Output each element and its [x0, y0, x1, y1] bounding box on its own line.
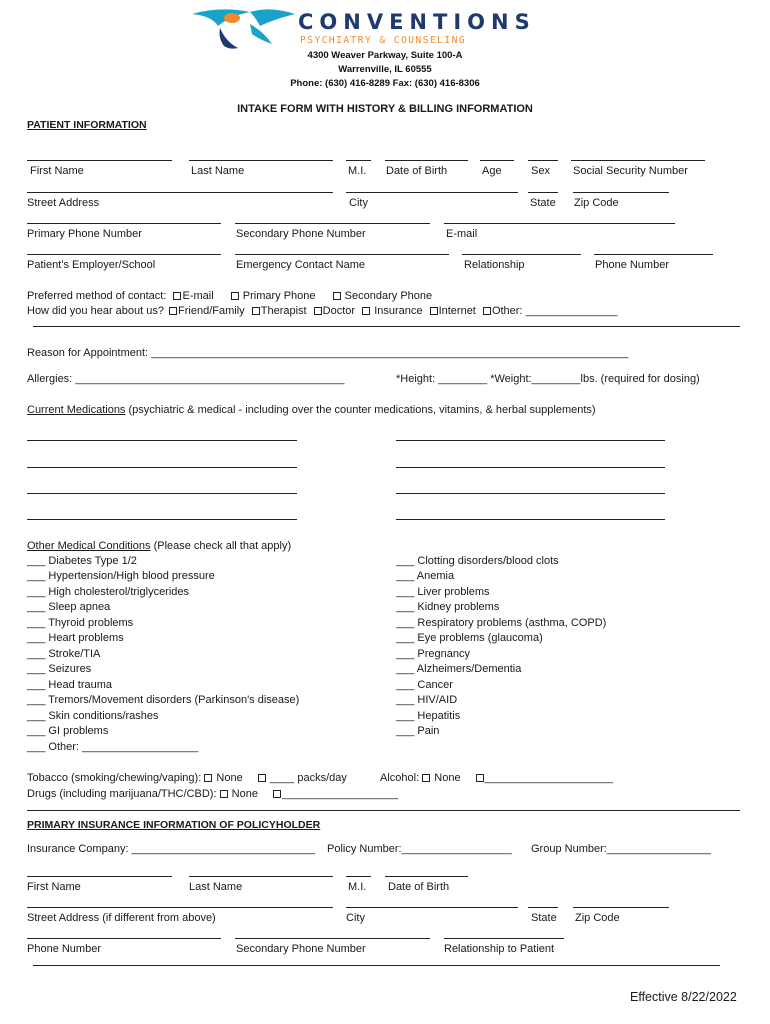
primary-phone-label: Primary Phone Number: [27, 228, 142, 240]
condition-item[interactable]: ___ Respiratory problems (asthma, COPD): [396, 617, 607, 629]
insurance-checkbox[interactable]: [362, 307, 370, 315]
medication-line[interactable]: [396, 467, 665, 468]
sex-label: Sex: [531, 165, 550, 177]
emergency-contact-field[interactable]: [235, 254, 449, 255]
insurance-label: Insurance: [374, 305, 423, 317]
medications-heading: Current Medications: [27, 404, 126, 416]
mi-label: M.I.: [348, 165, 367, 177]
ins-phone-field[interactable]: [27, 938, 221, 939]
therapist-checkbox[interactable]: [252, 307, 260, 315]
secondary-phone-field[interactable]: [235, 223, 430, 224]
zip-label: Zip Code: [574, 197, 619, 209]
condition-item[interactable]: ___ Pain: [396, 725, 440, 737]
state-field[interactable]: [528, 192, 558, 193]
therapist-label: Therapist: [260, 305, 307, 317]
employer-label: Patient’s Employer/School: [27, 259, 156, 271]
ins-relationship-label: Relationship to Patient: [444, 943, 555, 955]
condition-item[interactable]: ___ Eye problems (glaucoma): [396, 632, 543, 644]
employer-field[interactable]: [27, 254, 221, 255]
secondary-phone-option-label: Secondary Phone: [344, 290, 433, 302]
ins-state-field[interactable]: [528, 907, 558, 908]
condition-item[interactable]: ___ Thyroid problems: [27, 617, 134, 629]
conditions-note: (Please check all that apply): [150, 540, 292, 552]
tobacco-packs-field[interactable]: ____ packs/day: [269, 772, 347, 784]
alcohol-other-checkbox[interactable]: [476, 774, 484, 782]
medications-heading-row: [27, 404, 596, 417]
sex-field[interactable]: [528, 160, 558, 161]
medication-line[interactable]: [396, 493, 665, 494]
drugs-label: Drugs (including marijuana/THC/CBD):: [27, 788, 217, 800]
tobacco-none-checkbox[interactable]: [204, 774, 212, 782]
condition-item[interactable]: ___ High cholesterol/triglycerides: [27, 586, 190, 598]
email-field[interactable]: [444, 223, 675, 224]
condition-item[interactable]: ___ Pregnancy: [396, 648, 470, 660]
alcohol-none-label: None: [434, 772, 461, 784]
condition-item[interactable]: ___ Kidney problems: [396, 601, 500, 613]
section-divider: [33, 326, 740, 327]
tobacco-packs-checkbox[interactable]: [258, 774, 266, 782]
medication-line[interactable]: [27, 493, 297, 494]
relationship-label: Relationship: [464, 259, 525, 271]
medications-note: (psychiatric & medical - including over the counter medications, vitamins, & herbal supplements): [125, 404, 596, 416]
other-checkbox[interactable]: [483, 307, 491, 315]
drugs-none-label: None: [231, 788, 258, 800]
condition-item[interactable]: ___ Hypertension/High blood pressure: [27, 570, 215, 582]
condition-item[interactable]: ___ Stroke/TIA: [27, 648, 101, 660]
street-field[interactable]: [27, 192, 333, 193]
form-title: INTAKE FORM WITH HISTORY & BILLING INFORMATION: [237, 103, 533, 115]
primary-phone-option-label: Primary Phone: [242, 290, 316, 302]
city-field[interactable]: [346, 192, 518, 193]
doctor-checkbox[interactable]: [314, 307, 322, 315]
condition-item[interactable]: ___ GI problems: [27, 725, 109, 737]
last-name-field[interactable]: [189, 160, 333, 161]
ins-secondary-phone-label: Secondary Phone Number: [236, 943, 366, 955]
condition-item[interactable]: ___ Anemia: [396, 570, 455, 582]
internet-label: Internet: [438, 305, 476, 317]
ins-street-field[interactable]: [27, 907, 333, 908]
first-name-label: First Name: [30, 165, 84, 177]
other-label: Other:: [491, 305, 523, 317]
condition-item[interactable]: ___ Other: ___________________: [27, 741, 199, 753]
dob-label: Date of Birth: [386, 165, 448, 177]
section-divider: [27, 810, 740, 811]
patient-info-heading: PATIENT INFORMATION: [27, 119, 147, 131]
ins-mi-label: M.I.: [348, 881, 367, 893]
alcohol-label: Alcohol:: [380, 772, 420, 784]
zip-field[interactable]: [573, 192, 669, 193]
logo-emblem-icon: [190, 4, 300, 54]
city-label: City: [349, 197, 368, 209]
condition-item[interactable]: ___ HIV/AID: [396, 694, 458, 706]
referral-source-row: [27, 305, 617, 318]
condition-item[interactable]: ___ Cancer: [396, 679, 453, 691]
preferred-contact-label: Preferred method of contact:: [27, 290, 167, 302]
doctor-label: Doctor: [322, 305, 356, 317]
ins-zip-field[interactable]: [573, 907, 669, 908]
secondary-phone-label: Secondary Phone Number: [236, 228, 366, 240]
ins-last-name-field[interactable]: [189, 876, 333, 877]
group-number-field[interactable]: Group Number:_________________: [531, 843, 711, 855]
friend-family-checkbox[interactable]: [169, 307, 177, 315]
phone-number-label: Phone Number: [595, 259, 669, 271]
email-label: E-mail: [446, 228, 478, 240]
condition-item[interactable]: ___ Clotting disorders/blood clots: [396, 555, 559, 567]
medication-line[interactable]: [27, 519, 297, 520]
emergency-phone-field[interactable]: [594, 254, 713, 255]
primary-phone-checkbox[interactable]: [231, 292, 239, 300]
condition-item[interactable]: ___ Heart problems: [27, 632, 124, 644]
condition-item[interactable]: ___ Head trauma: [27, 679, 112, 691]
policy-number-field[interactable]: Policy Number:__________________: [327, 843, 512, 855]
logo-tagline: PSYCHIATRY & COUNSELING: [300, 35, 467, 46]
ins-last-name-label: Last Name: [189, 881, 243, 893]
height-weight-field[interactable]: *Height: ________ *Weight:________lbs. (required for dosing): [396, 373, 700, 385]
street-label: Street Address: [27, 197, 100, 209]
effective-date: Effective 8/22/2022: [630, 990, 737, 1004]
ssn-label: Social Security Number: [573, 165, 688, 177]
ins-dob-label: Date of Birth: [388, 881, 450, 893]
ins-state-label: State: [531, 912, 557, 924]
address-line-2: Warrenville, IL 60555: [338, 64, 432, 75]
relationship-field[interactable]: [462, 254, 581, 255]
condition-item[interactable]: ___ Hepatitis: [396, 710, 461, 722]
ins-street-label: Street Address (if different from above): [27, 912, 216, 924]
internet-checkbox[interactable]: [430, 307, 438, 315]
condition-item[interactable]: ___ Diabetes Type 1/2: [27, 555, 137, 567]
medication-line[interactable]: [396, 519, 665, 520]
address-line-3: Phone: (630) 416-8289 Fax: (630) 416-8306: [290, 78, 480, 89]
preferred-contact-row: [27, 290, 432, 303]
other-blank[interactable]: _______________: [525, 305, 618, 317]
address-line-1: 4300 Weaver Parkway, Suite 100-A: [307, 50, 463, 61]
logo-wordmark: CONVENTIONS: [298, 10, 536, 34]
medication-line[interactable]: [27, 467, 297, 468]
tobacco-label: Tobacco (smoking/chewing/vaping):: [27, 772, 202, 784]
drugs-other-checkbox[interactable]: [273, 790, 281, 798]
reason-field[interactable]: Reason for Appointment: ______________________________________________________________________________: [27, 347, 629, 359]
ins-city-label: City: [346, 912, 365, 924]
tobacco-row: [27, 772, 347, 785]
insurance-company-field[interactable]: Insurance Company: ______________________________: [27, 843, 316, 855]
medication-line[interactable]: [27, 440, 297, 441]
condition-item[interactable]: ___ Tremors/Movement disorders (Parkinson's disease): [27, 694, 300, 706]
mi-field[interactable]: [346, 160, 371, 161]
tobacco-none-label: None: [216, 772, 243, 784]
alcohol-row: [380, 772, 613, 785]
ins-relationship-field[interactable]: [444, 938, 564, 939]
condition-item[interactable]: ___ Seizures: [27, 663, 92, 675]
allergies-field[interactable]: Allergies: ____________________________________________: [27, 373, 345, 385]
drugs-field[interactable]: ___________________: [282, 788, 399, 800]
section-divider: [33, 965, 720, 966]
ins-first-name-label: First Name: [27, 881, 81, 893]
alcohol-none-checkbox[interactable]: [422, 774, 430, 782]
age-field[interactable]: [480, 160, 514, 161]
referral-source-label: How did you hear about us?: [27, 305, 164, 317]
state-label: State: [530, 197, 556, 209]
email-option-label: E-mail: [182, 290, 214, 302]
primary-phone-field[interactable]: [27, 223, 221, 224]
logo: [190, 4, 560, 54]
ins-city-field[interactable]: [346, 907, 518, 908]
ins-phone-label: Phone Number: [27, 943, 101, 955]
ssn-field[interactable]: [571, 160, 705, 161]
age-label: Age: [482, 165, 502, 177]
drugs-row: [27, 788, 398, 801]
dob-field[interactable]: [385, 160, 468, 161]
first-name-field[interactable]: [27, 160, 172, 161]
ins-zip-label: Zip Code: [575, 912, 620, 924]
ins-dob-field[interactable]: [385, 876, 468, 877]
medication-line[interactable]: [396, 440, 665, 441]
condition-item[interactable]: ___ Skin conditions/rashes: [27, 710, 159, 722]
friend-family-label: Friend/Family: [178, 305, 245, 317]
ins-first-name-field[interactable]: [27, 876, 172, 877]
secondary-phone-checkbox[interactable]: [333, 292, 341, 300]
drugs-none-checkbox[interactable]: [220, 790, 228, 798]
email-checkbox[interactable]: [173, 292, 181, 300]
last-name-label: Last Name: [191, 165, 245, 177]
ins-mi-field[interactable]: [346, 876, 371, 877]
conditions-heading: Other Medical Conditions: [27, 540, 151, 552]
alcohol-field[interactable]: _____________________: [484, 772, 614, 784]
insurance-heading: PRIMARY INSURANCE INFORMATION OF POLICYHOLDER: [27, 819, 321, 831]
conditions-heading-row: [27, 540, 291, 553]
condition-item[interactable]: ___ Sleep apnea: [27, 601, 111, 613]
condition-item[interactable]: ___ Liver problems: [396, 586, 490, 598]
emergency-label: Emergency Contact Name: [236, 259, 365, 271]
condition-item[interactable]: ___ Alzheimers/Dementia: [396, 663, 522, 675]
ins-secondary-phone-field[interactable]: [235, 938, 430, 939]
